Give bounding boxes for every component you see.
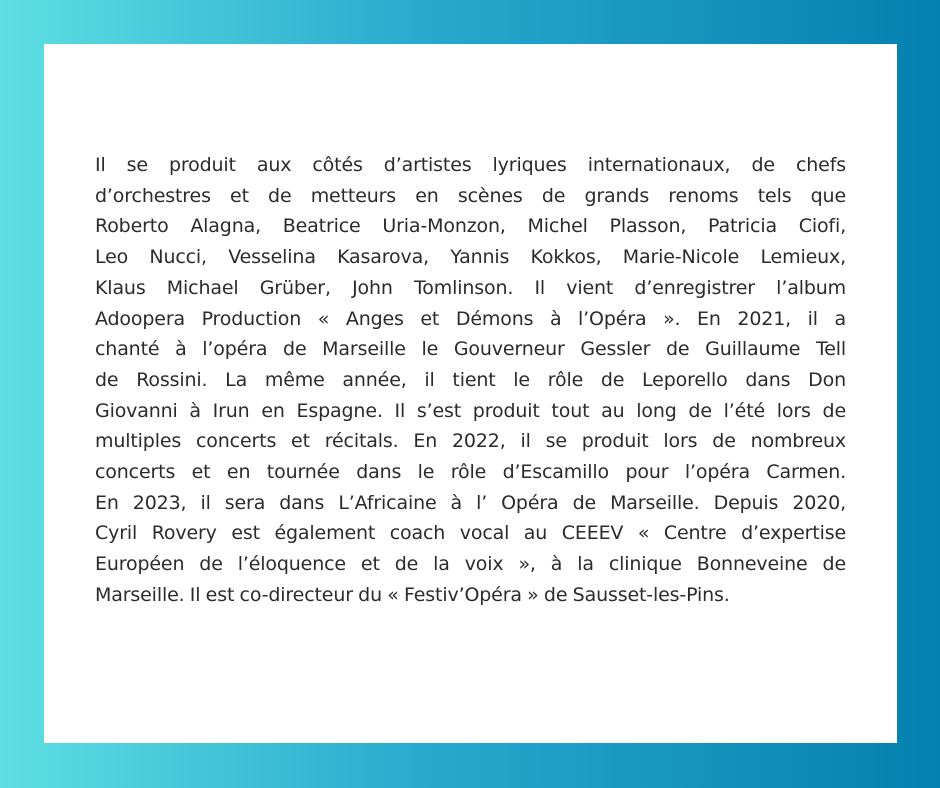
bio-line: Leo Nucci, Vesselina Kasarova, Yannis Kokkos, Marie-Nicole Lemieux, (95, 246, 846, 269)
bio-line: Il se produit aux côtés d’artistes lyriques internationaux, de chefs (95, 154, 846, 176)
bio-line: Marseille. Il est co-directeur du « Festiv’Opéra » de Sausset-les-Pins. (95, 583, 730, 606)
bio-line: Européen de l’éloquence et de la voix », à la clinique Bonneveine de (95, 553, 846, 576)
biography-paragraph (95, 150, 846, 611)
bio-line: chanté à l’opéra de Marseille le Gouverneur Gessler de Guillaume Tell (95, 338, 846, 361)
bio-line: Giovanni à Irun en Espagne. Il s’est produit tout au long de l’été lors de (95, 399, 846, 422)
bio-line: Adoopera Production « Anges et Démons à l’Opéra ». En 2021, il a (95, 307, 846, 330)
bio-line: Roberto Alagna, Beatrice Uria-Monzon, Michel Plasson, Patricia Ciofi, (95, 215, 846, 238)
bio-line: de Rossini. La même année, il tient le rôle de Leporello dans Don (95, 368, 846, 391)
bio-line: En 2023, il sera dans L’Africaine à l’ Opéra de Marseille. Depuis 2020, (95, 491, 846, 514)
bio-line: multiples concerts et récitals. En 2022, il se produit lors de nombreux (95, 430, 846, 453)
content-card (44, 44, 897, 743)
bio-line: d’orchestres et de metteurs en scènes de grands renoms tels que (95, 184, 846, 207)
bio-line: Cyril Rovery est également coach vocal au CEEEV « Centre d’expertise (95, 522, 846, 545)
bio-line: Klaus Michael Grüber, John Tomlinson. Il vient d’enregistrer l’album (95, 276, 846, 299)
bio-line: concerts et en tournée dans le rôle d’Escamillo pour l’opéra Carmen. (95, 461, 846, 484)
